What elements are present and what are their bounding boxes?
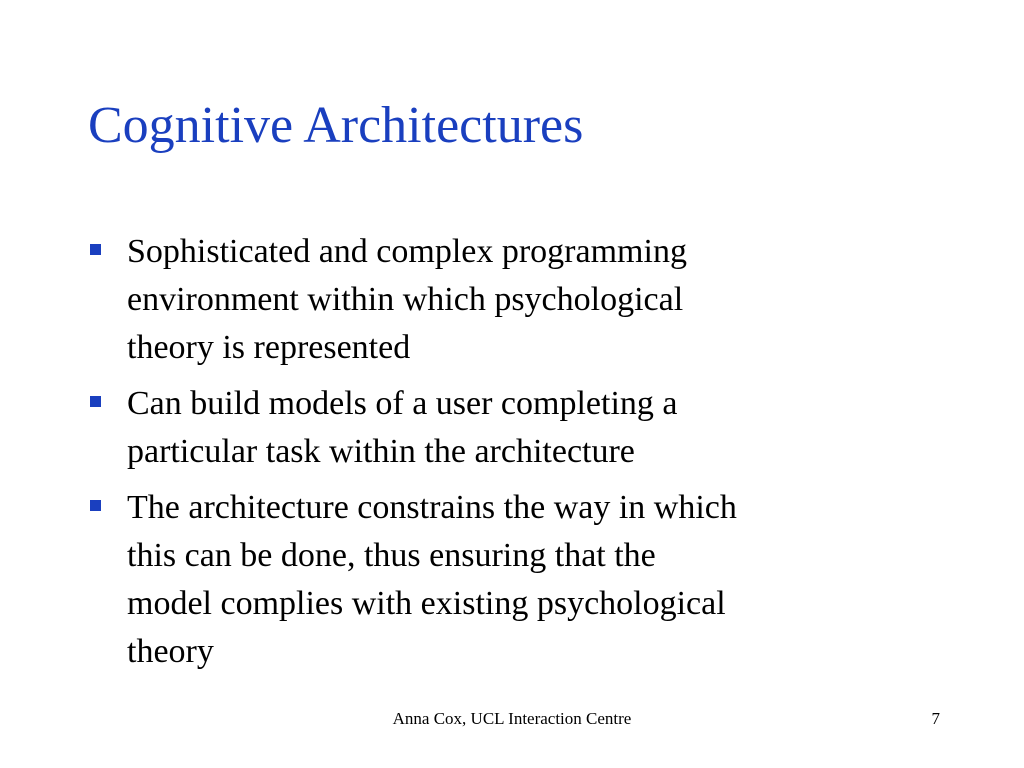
square-bullet-icon <box>90 500 101 511</box>
footer-text: Anna Cox, UCL Interaction Centre <box>392 709 632 728</box>
bullet-line: The architecture constrains the way in which <box>127 489 737 526</box>
bullet-line: theory <box>127 633 214 670</box>
slide-footer <box>0 707 1024 731</box>
bullet-item <box>90 380 950 476</box>
square-bullet-icon <box>90 396 101 407</box>
bullet-line: environment within which psychological <box>127 281 684 318</box>
bullet-line: particular task within the architecture <box>127 433 635 470</box>
slide-title: Cognitive Architectures <box>88 97 584 154</box>
bullet-line: Sophisticated and complex programming <box>127 233 687 270</box>
bullet-list <box>90 228 950 684</box>
bullet-item <box>90 228 950 372</box>
bullet-line: Can build models of a user completing a <box>127 385 678 422</box>
square-bullet-icon <box>90 244 101 255</box>
bullet-line: theory is represented <box>127 329 411 366</box>
page-number: 7 <box>931 709 940 728</box>
bullet-line: this can be done, thus ensuring that the <box>127 537 656 574</box>
bullet-line: model complies with existing psychological <box>127 585 726 622</box>
bullet-item <box>90 484 950 676</box>
